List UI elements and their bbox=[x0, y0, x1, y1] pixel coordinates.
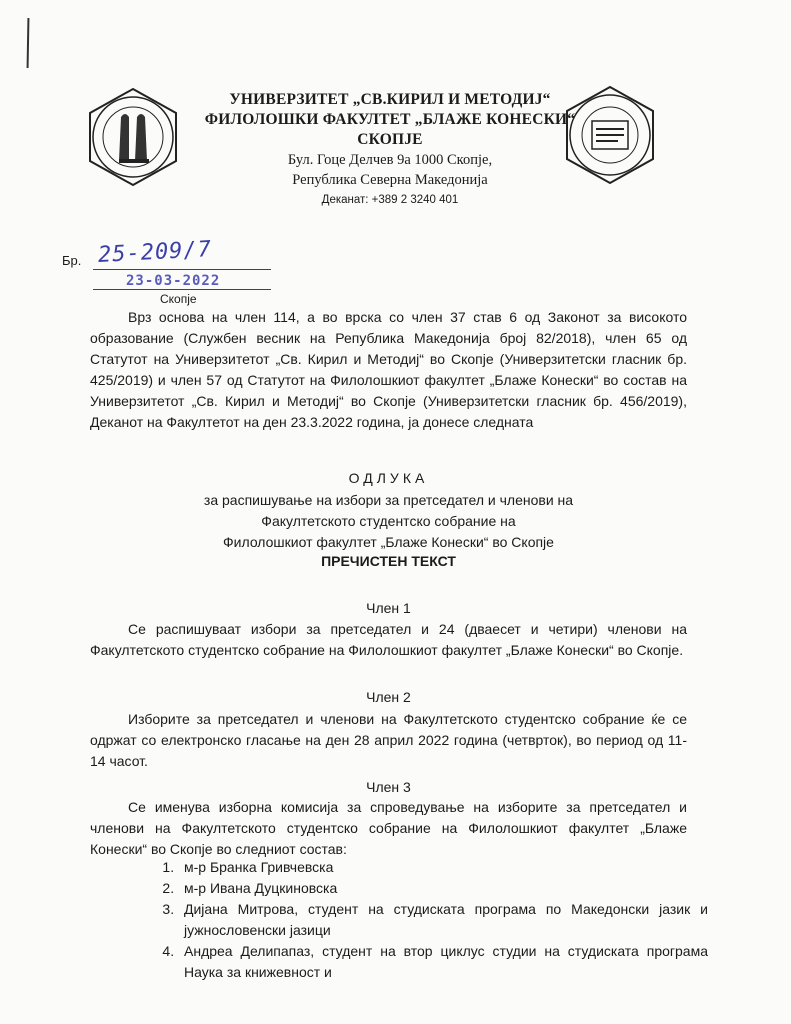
subtitle-line-1: за распишување на избори за претседател и членови на bbox=[203, 492, 574, 508]
article-1-title: Член 1 bbox=[366, 600, 411, 616]
reference-place: Скопје bbox=[160, 292, 197, 306]
article-1-text: Се распишуваат избори за претседател и 24 (дваесет и четири) членови на Факултетското студентско собрание на Филолошкиот факултет „Блаже Конески“ во Скопје. bbox=[90, 621, 687, 658]
list-item: 2. м-р Ивана Дуцкиновска bbox=[178, 878, 708, 899]
article-3-text: Се именува изборна комисија за спроведување на изборите за претседател и членови на Факултетското студентско собрание на Филолошкиот факултет „Блаже Конески“ во Скопје во следниот состав: bbox=[90, 799, 687, 857]
university-seal-icon bbox=[83, 87, 183, 187]
reference-date: 23-03-2022 bbox=[126, 273, 221, 289]
city-name: СКОПЈЕ bbox=[357, 131, 423, 148]
country: Република Северна Македонија bbox=[292, 172, 488, 188]
address: Бул. Гоце Делчев 9а 1000 Скопје, bbox=[287, 152, 493, 168]
list-item: 4. Андреа Делипапаз, студент на втор циклус студии на студиската програма Наука за книжевност и bbox=[178, 941, 708, 983]
deanery-phone: Деканат: +389 2 3240 401 bbox=[321, 194, 459, 206]
article-3-title: Член 3 bbox=[366, 779, 411, 795]
article-2-title: Член 2 bbox=[366, 689, 411, 705]
commission-members-list bbox=[150, 857, 708, 983]
decision-subtitle bbox=[90, 490, 687, 553]
reference-label: Бр. bbox=[62, 253, 82, 268]
subtitle-line-2: Факултетското студентско собрание на bbox=[261, 513, 516, 529]
scan-mark bbox=[27, 18, 30, 68]
intro-paragraph: Врз основа на член 114, а во врска со член 37 став 6 од Законот за високото образование (Службен весник на Република Македонија број 82/2018), член 65 од Статутот на Универзитетот „Св. Кирил и Методиј“ во Скопје (Универзитетски гласник бр. 425/2019) и член 57 од Статутот на Филолошкиот факултет „Блаже Конески“ во состав на Универзитетот „Св. Кирил и Методиј“ во Скопје (Универзитетски гласник бр. 456/2019), Деканот на Факултетот на ден 23.3.2022 година, ја донесе следната bbox=[90, 309, 687, 430]
purified-text-heading: ПРЕЧИСТЕН ТЕКСТ bbox=[321, 553, 456, 569]
reference-line bbox=[93, 269, 271, 270]
list-item: 3. Дијана Митрова, студент на студиската програма по Македонски јазик и јужнословенски јазици bbox=[178, 899, 708, 941]
subtitle-line-3: Филолошкиот факултет „Блаже Конески“ во Скопје bbox=[223, 534, 554, 550]
reference-number: 25-209/7 bbox=[97, 237, 213, 268]
article-2-text: Изборите за претседател и членови на Факултетското студентско собрание ќе се одржат со електронско гласање на ден 28 април 2022 година (четврток), во период од 11-14 часот. bbox=[90, 711, 687, 769]
date-line bbox=[93, 289, 271, 290]
faculty-name: ФИЛОЛОШКИ ФАКУЛТЕТ „БЛАЖЕ КОНЕСКИ“ bbox=[204, 111, 576, 128]
letterhead bbox=[180, 90, 600, 209]
decision-title: ОДЛУКА bbox=[348, 470, 429, 486]
list-item: 1. м-р Бранка Гривчевска bbox=[178, 857, 708, 878]
university-name: УНИВЕРЗИТЕТ „СВ.КИРИЛ И МЕТОДИЈ“ bbox=[229, 91, 551, 108]
